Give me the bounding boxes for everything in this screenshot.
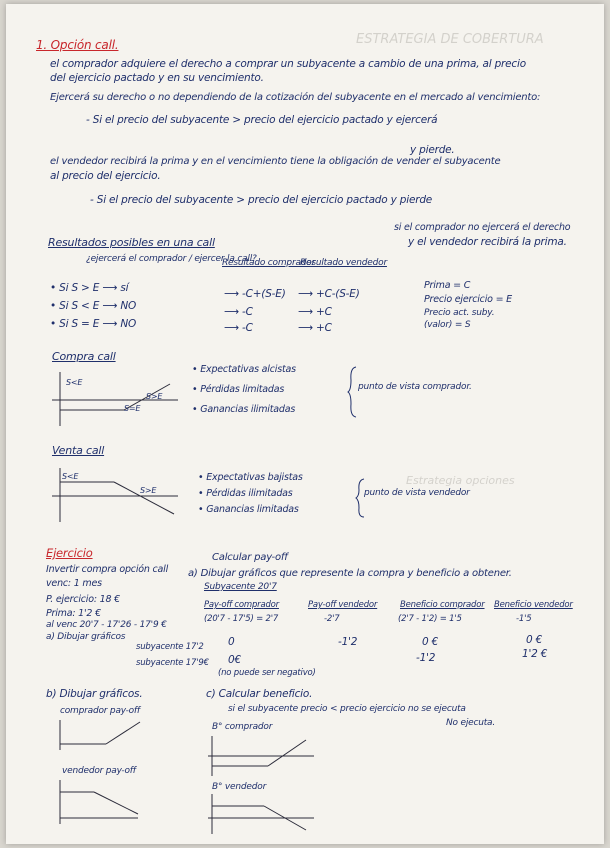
buyer-benefit-plot bbox=[206, 734, 316, 778]
table-cell: 0 € bbox=[526, 634, 543, 646]
venta-call-bullet: • Expectativas bajistas bbox=[198, 472, 303, 483]
part-a-text: a) Dibujar gráficos que represente la compra y beneficio a obtener. bbox=[188, 568, 512, 579]
venta-call-bullet: • Ganancias limitadas bbox=[198, 504, 299, 515]
intro-line: si el comprador no ejercerá el derecho bbox=[394, 222, 571, 233]
intro-line: el comprador adquiere el derecho a comprar un subyacente a cambio de una prima, al precio bbox=[50, 58, 526, 70]
notebook-page bbox=[6, 4, 604, 844]
buyer-payoff-plot bbox=[54, 718, 144, 752]
results-row-buyer: ⟶ -C+(S-E) bbox=[224, 288, 286, 300]
ejercicio-data: Prima: 1'2 € bbox=[46, 608, 101, 619]
brace-icon bbox=[356, 478, 366, 518]
legend-item: Precio act. suby. bbox=[424, 308, 495, 318]
ejercicio-data: venc: 1 mes bbox=[46, 578, 102, 589]
results-row-cond: • Si S > E ⟶ sí bbox=[50, 282, 129, 294]
venta-call-bullet: • Pérdidas ilimitadas bbox=[198, 488, 293, 499]
results-row-seller: ⟶ +C-(S-E) bbox=[298, 288, 360, 300]
compra-call-title: Compra call bbox=[52, 350, 116, 363]
table-cell: 0€ bbox=[228, 654, 241, 666]
plot-label: comprador pay-off bbox=[60, 706, 140, 716]
results-row-cond: • Si S = E ⟶ NO bbox=[50, 318, 137, 330]
table-cell: 0 bbox=[228, 636, 235, 648]
part-c-text: c) Calcular beneficio. bbox=[206, 688, 313, 700]
table-cell: 0 € bbox=[422, 636, 439, 648]
plot-label: B° vendedor bbox=[212, 782, 267, 792]
venta-call-note: punto de vista vendedor bbox=[364, 488, 470, 498]
table-cell: -1'2 bbox=[338, 636, 358, 648]
brace-icon bbox=[348, 366, 358, 418]
graph-label: S>E bbox=[146, 392, 163, 401]
note: (no puede ser negativo) bbox=[218, 668, 316, 678]
ejercicio-data: a) Dibujar gráficos bbox=[46, 632, 126, 642]
graph-label: S<E bbox=[62, 472, 79, 481]
intro-line: al precio del ejercicio. bbox=[50, 170, 161, 182]
intro-line: y el vendedor recibirá la prima. bbox=[408, 236, 567, 248]
results-col-seller: Resultado vendedor bbox=[300, 258, 387, 268]
intro-line: - Si el precio del subyacente > precio del ejercicio pactado y pierde bbox=[90, 194, 433, 206]
legend-item: (valor) = S bbox=[424, 320, 471, 330]
table-header: Pay-off vendedor bbox=[308, 600, 378, 610]
intro-line: y pierde. bbox=[410, 144, 455, 156]
legend-item: Precio ejercicio = E bbox=[424, 294, 512, 305]
sub-value: subyacente 17'2 bbox=[136, 642, 204, 652]
intro-line: - Si el precio del subyacente > precio del ejercicio pactado y ejercerá bbox=[86, 114, 438, 126]
venta-call-title: Venta call bbox=[52, 444, 105, 457]
results-row-buyer: ⟶ -C bbox=[224, 322, 253, 334]
results-row-buyer: ⟶ -C bbox=[224, 306, 253, 318]
intro-line: Ejercerá su derecho o no dependiendo de la cotización del subyacente en el mercado al vencimiento: bbox=[50, 92, 541, 103]
compra-call-bullet: • Expectativas alcistas bbox=[192, 364, 296, 375]
seller-payoff-plot bbox=[54, 778, 144, 826]
intro-line: del ejercicio pactado y en su vencimiento. bbox=[50, 72, 264, 84]
table-cell: -1'5 bbox=[516, 614, 532, 624]
part-c-note: si el subyacente precio < precio ejercicio no se ejecuta bbox=[228, 704, 466, 714]
results-row-seller: ⟶ +C bbox=[298, 322, 332, 334]
intro-line: el vendedor recibirá la prima y en el vencimiento tiene la obligación de vender el subyacente bbox=[50, 156, 501, 167]
graph-label: S>E bbox=[140, 486, 157, 495]
compra-call-note: punto de vista comprador. bbox=[358, 382, 472, 392]
results-title: Resultados posibles en una call bbox=[48, 236, 215, 249]
calc-title: Calcular pay-off bbox=[212, 552, 288, 563]
table-cell: -1'2 bbox=[416, 652, 436, 664]
bleed-through-text: ESTRATEGIA DE COBERTURA bbox=[356, 32, 544, 47]
table-cell: 1'2 € bbox=[522, 648, 548, 660]
table-header: Beneficio comprador bbox=[400, 600, 485, 610]
subyacente-label: Subyacente 20'7 bbox=[204, 582, 277, 592]
compra-call-bullet: • Pérdidas limitadas bbox=[192, 384, 285, 395]
compra-call-bullet: • Ganancias ilimitadas bbox=[192, 404, 296, 415]
ejercicio-data: al venc 20'7 - 17'26 - 17'9 € bbox=[46, 620, 167, 630]
legend-item: Prima = C bbox=[424, 280, 471, 291]
plot-label: B° comprador bbox=[212, 722, 273, 732]
table-cell: (2'7 - 1'2) = 1'5 bbox=[398, 614, 462, 624]
graph-label: S=E bbox=[124, 404, 141, 413]
ejercicio-data: P. ejercicio: 18 € bbox=[46, 594, 121, 605]
table-cell: (20'7 - 17'5) = 2'7 bbox=[204, 614, 279, 624]
results-row-seller: ⟶ +C bbox=[298, 306, 332, 318]
results-col-buyer: Resultado comprador bbox=[222, 258, 316, 268]
table-header: Pay-off comprador bbox=[204, 600, 279, 610]
table-cell: -2'7 bbox=[324, 614, 340, 624]
ejercicio-data: Invertir compra opción call bbox=[46, 564, 169, 575]
section-heading: 1. Opción call. bbox=[36, 38, 119, 52]
results-question: ¿ejercerá el comprador / ejercer la call? bbox=[86, 254, 257, 264]
plot-label: vendedor pay-off bbox=[62, 766, 136, 776]
seller-benefit-plot bbox=[206, 792, 316, 836]
ejercicio-title: Ejercicio bbox=[46, 546, 93, 560]
part-c-note: No ejecuta. bbox=[446, 718, 496, 728]
sub-value: subyacente 17'9€ bbox=[136, 658, 209, 668]
bleed-through-text: Estrategia opciones bbox=[406, 474, 515, 487]
part-b-text: b) Dibujar gráficos. bbox=[46, 688, 143, 700]
graph-label: S<E bbox=[66, 378, 83, 387]
results-row-cond: • Si S < E ⟶ NO bbox=[50, 300, 137, 312]
table-header: Beneficio vendedor bbox=[494, 600, 573, 610]
